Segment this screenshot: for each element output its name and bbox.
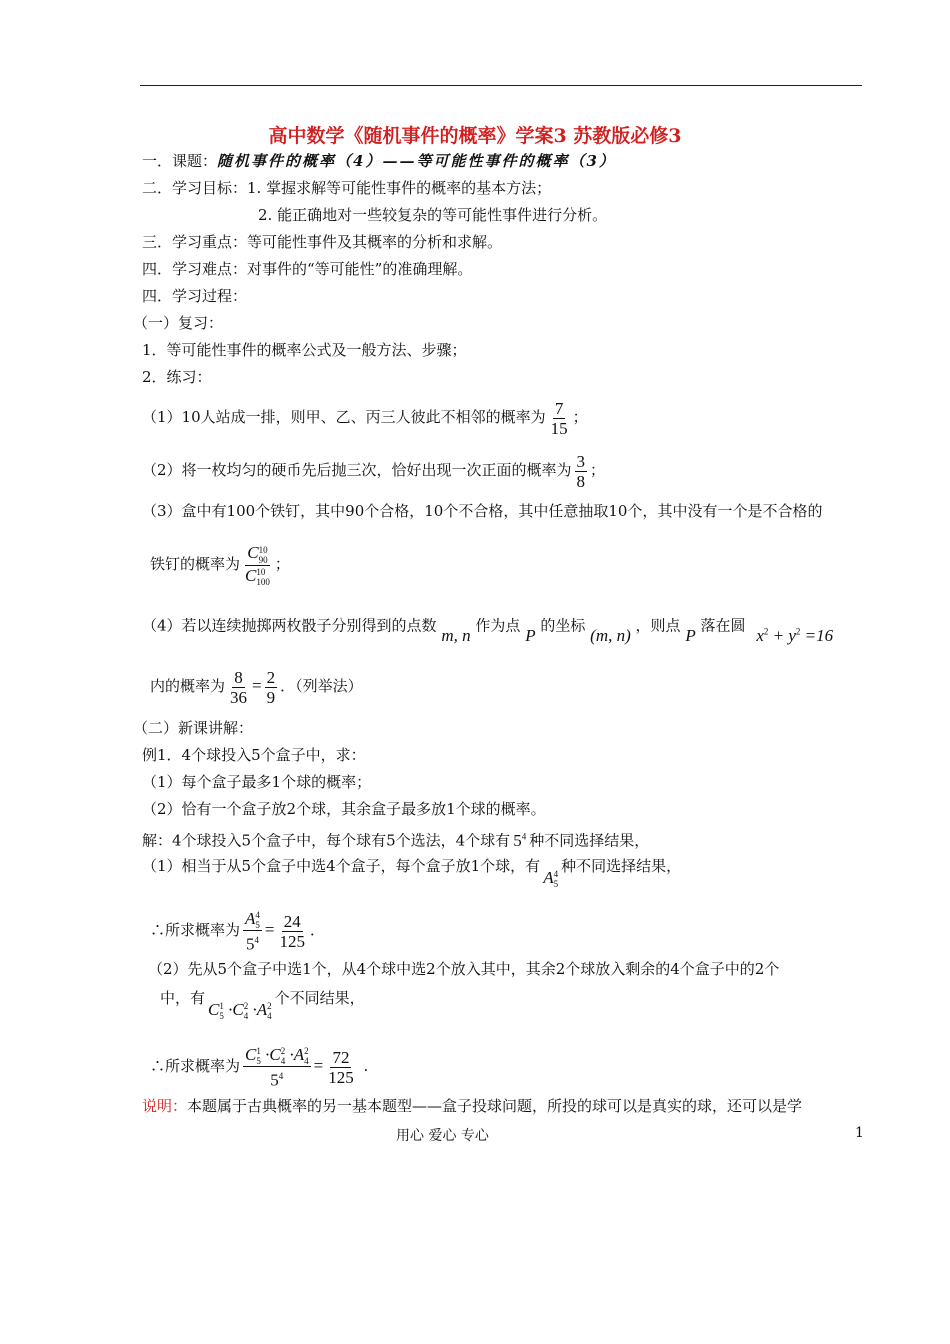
exercise-1 bbox=[142, 395, 588, 439]
exercise-text: （1）10人站成一排，则甲、乙、丙三人彼此不相邻的概率为 bbox=[142, 408, 546, 426]
exercise-text: 内的概率为 bbox=[150, 677, 226, 695]
circle-equation: $x^2 + y^2 =16$ bbox=[756, 625, 834, 645]
topic-text: 随机事件的概率（4）——等可能性事件的概率（3） bbox=[217, 152, 616, 170]
punctuation: ； bbox=[590, 461, 606, 479]
denominator: 9 bbox=[266, 687, 276, 707]
exercise-3-line-2 bbox=[150, 540, 290, 588]
section-topic bbox=[142, 151, 616, 171]
math-coordinate: (m, n) bbox=[590, 625, 631, 645]
fraction bbox=[243, 909, 262, 954]
example-1: 例1．4个球投入5个盒子中，求： bbox=[142, 746, 366, 764]
denominator: 125 bbox=[328, 1067, 354, 1087]
new-lesson-heading: （二）新课讲解： bbox=[133, 719, 254, 737]
fraction bbox=[549, 399, 570, 438]
section-label: 二．学习目标： bbox=[142, 179, 248, 197]
fraction bbox=[243, 1045, 311, 1090]
exercise-4-line-2: 内的概率为 $\frac{8}{36}$ = $\frac{2}{9}$ ．（列举法） bbox=[150, 667, 363, 707]
subscript: 100 bbox=[256, 576, 270, 587]
note-label: 说明： bbox=[142, 1097, 188, 1115]
combination-fraction bbox=[243, 543, 272, 586]
math-mn: m, n bbox=[441, 625, 471, 645]
exercise-text: 铁钉的概率为 bbox=[150, 555, 241, 573]
numerator: 2 bbox=[266, 667, 276, 687]
exercise-text: ．（列举法） bbox=[280, 677, 363, 695]
denominator: $5^4$ bbox=[270, 1070, 284, 1090]
denominator: 36 bbox=[230, 687, 248, 707]
part-1 bbox=[142, 856, 682, 890]
denominator: $5^4$ bbox=[245, 934, 259, 954]
math-point: P bbox=[525, 625, 536, 645]
fraction bbox=[278, 912, 308, 951]
goal-1: 1. 掌握求解等可能性事件的概率的基本方法； bbox=[247, 179, 552, 197]
math-point: P bbox=[685, 625, 696, 645]
solution-text: 个不同结果， bbox=[274, 989, 365, 1007]
solution-text: 解：4个球投入5个盒子中，每个球有5个选法，4个球有 bbox=[142, 831, 511, 850]
solution-text: 种不同选择结果， bbox=[529, 831, 650, 850]
numerator: 24 bbox=[283, 911, 301, 931]
page-number: 1 bbox=[855, 1125, 864, 1141]
goal-2: 2. 能正确地对一些较复杂的等可能性事件进行分析。 bbox=[258, 206, 608, 224]
denominator: 125 bbox=[279, 931, 305, 951]
superscript: 10 bbox=[256, 566, 266, 577]
solution-text: 种不同选择结果， bbox=[561, 857, 682, 875]
solution-text: 中，有 bbox=[160, 989, 206, 1007]
numerator: C 10 90 bbox=[247, 543, 268, 565]
denominator: 8 bbox=[576, 471, 586, 491]
fraction bbox=[326, 1048, 356, 1087]
exercise-text: 落在圆 bbox=[700, 616, 746, 635]
question-2: （2）恰有一个盒子放2个球，其余盒子最多放1个球的概率。 bbox=[142, 800, 546, 818]
answer-text: ∴所求概率为 bbox=[150, 1057, 241, 1075]
part-2-line-1: （2）先从5个盒子中选1个，从4个球中选2个放入其中，其余2个球放入剩余的4个盒子中的2个 bbox=[148, 960, 780, 978]
footer-motto: 用心 爱心 专心 bbox=[396, 1128, 489, 1144]
section-difficulty: 四．学习难点：对事件的“等可能性”的准确理解。 bbox=[142, 260, 473, 278]
section-goals bbox=[142, 178, 551, 198]
answer-2: ∴所求概率为 C 1 5 ·C 2 4 ·A 2 4 $5^4$ = $\frac{72}{125}$ . bbox=[150, 1044, 369, 1090]
exercise-text: （2）将一枚均匀的硬币先后抛三次，恰好出现一次正面的概率为 bbox=[142, 461, 572, 479]
header-rule bbox=[140, 85, 862, 86]
answer-1: ∴所求概率为 A 4 5 $5^4$ = $\frac{24}{125}$ ． bbox=[150, 908, 326, 954]
denominator: 15 bbox=[550, 418, 568, 438]
section-process: 四．学习过程： bbox=[142, 287, 248, 305]
exercise-3-line-1: （3）盒中有100个铁钉，其中90个合格，10个不合格，其中任意抽取10个，其中没有一个是不合格的 bbox=[142, 502, 823, 520]
fraction bbox=[265, 668, 278, 707]
review-item-1: 1．等可能性事件的概率公式及一般方法、步骤； bbox=[142, 341, 467, 359]
exercise-4-line-1 bbox=[142, 611, 834, 645]
section-label: 一．课题： bbox=[142, 152, 218, 170]
equation-rhs: =16 bbox=[804, 625, 834, 645]
solution-text: （1）相当于从5个盒子中选4个盒子，每个盒子放1个球，有 bbox=[142, 857, 541, 875]
review-heading: （一）复习： bbox=[133, 314, 224, 332]
numerator: C 1 5 ·C 2 4 ·A 2 4 bbox=[245, 1044, 309, 1066]
fraction bbox=[575, 452, 588, 491]
exercise-text: （4）若以连续抛掷两枚骰子分别得到的点数 bbox=[142, 616, 437, 635]
numerator: A 4 5 bbox=[245, 908, 260, 930]
denominator: C 10 100 bbox=[245, 565, 270, 587]
exercise-text: 的坐标 bbox=[540, 616, 586, 635]
answer-text: ∴所求概率为 bbox=[150, 921, 241, 939]
exercise-2 bbox=[142, 448, 605, 492]
punctuation: ； bbox=[274, 555, 290, 573]
note bbox=[142, 1096, 802, 1116]
numerator: 8 bbox=[234, 667, 243, 687]
punctuation: ； bbox=[572, 408, 588, 426]
question-1: （1）每个盒子最多1个球的概率； bbox=[142, 773, 372, 791]
note-text: 本题属于古典概率的另一基本题型——盒子投球问题，所投的球可以是真实的球，还可以是学 bbox=[187, 1097, 803, 1115]
permutation-symbol: A 4 5 bbox=[543, 868, 559, 890]
numerator: 7 bbox=[554, 398, 564, 418]
subscript: 90 bbox=[258, 554, 268, 565]
page-title: 高中数学《随机事件的概率》学案3 苏教版必修3 bbox=[268, 125, 682, 147]
fraction bbox=[228, 668, 249, 707]
part-2-line-2 bbox=[160, 988, 365, 1022]
numerator: 72 bbox=[332, 1047, 350, 1067]
solution-intro: 解：4个球投入5个盒子中，每个球有5个选法，4个球有 $5^4$ 种不同选择结果， bbox=[142, 830, 650, 850]
section-focus: 三．学习重点：等可能性事件及其概率的分析和求解。 bbox=[142, 233, 503, 251]
superscript: 10 bbox=[258, 544, 268, 555]
exercise-text: 作为点 bbox=[475, 616, 521, 635]
review-item-2: 2．练习： bbox=[142, 368, 212, 386]
combination-expression: C 1 5 ·C 2 4 ·A 2 4 bbox=[208, 1000, 272, 1022]
exercise-text: ，则点 bbox=[635, 616, 681, 635]
numerator: 3 bbox=[576, 451, 586, 471]
